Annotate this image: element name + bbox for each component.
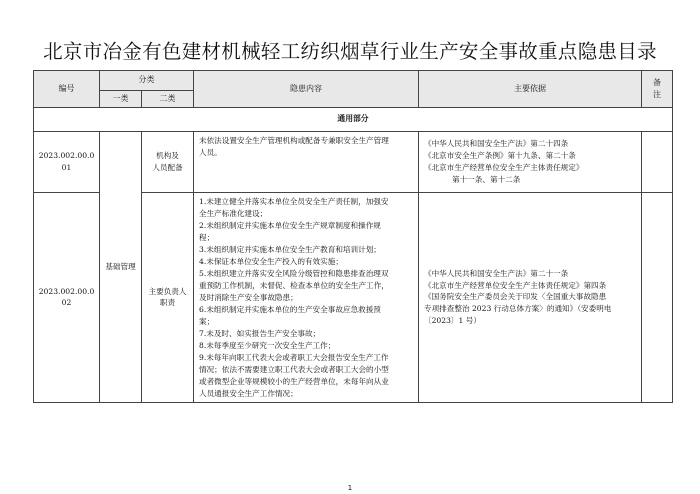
cat2-line: 职责 bbox=[159, 298, 176, 308]
hazard-content bbox=[194, 193, 419, 403]
hazard-line: 案； bbox=[199, 316, 215, 326]
header-hazard: 隐患内容 bbox=[194, 71, 419, 108]
note-cell bbox=[642, 132, 673, 193]
header-basis: 主要依据 bbox=[419, 71, 642, 108]
basis-content bbox=[419, 132, 642, 193]
header-note-line1: 备 bbox=[653, 77, 661, 87]
code-line: 02 bbox=[61, 298, 72, 308]
code-line: 01 bbox=[61, 163, 72, 172]
basis-line: 《中华人民共和国安全生产法》第二十四条 bbox=[424, 139, 569, 149]
hazard-line: 全生产标准化建设； bbox=[199, 208, 268, 218]
hazard-line: 7.未及时、如实报告生产安全事故； bbox=[199, 328, 321, 338]
hazard-line: 重预防工作机制，未督促、检查本单位的安全生产工作， bbox=[199, 280, 389, 290]
hazard-line: 未依法设置安全生产管理机构或配备专兼职安全生产管理 bbox=[199, 136, 389, 145]
header-code: 编号 bbox=[34, 71, 100, 108]
hazard-line: 人员。 bbox=[199, 147, 222, 157]
hazard-line: 8.未每季度至少研究一次安全生产工作； bbox=[199, 340, 336, 350]
table-row bbox=[34, 132, 673, 193]
hazard-table bbox=[33, 70, 673, 403]
header-level2: 二类 bbox=[142, 91, 194, 108]
hazard-line: 1.未建立健全并落实本单位全员安全生产责任制，加强安 bbox=[199, 197, 389, 206]
hazard-content bbox=[194, 132, 419, 193]
hazard-line: 5.未组织建立并落实安全风险分级管控和隐患排查治理双 bbox=[199, 268, 389, 278]
basis-line: 《北京市安全生产条例》第十九条、第二十条 bbox=[424, 151, 576, 161]
category-level1: 基础管理 bbox=[100, 132, 142, 403]
page-number: 1 bbox=[347, 484, 353, 492]
header-category: 分类 bbox=[100, 71, 194, 91]
basis-line: 《北京市生产经营单位安全生产主体责任规定》 bbox=[424, 163, 584, 172]
basis-line: 《中华人民共和国安全生产法》第二十一条 bbox=[424, 268, 569, 278]
basis-line: 〔2023〕1 号） bbox=[424, 316, 481, 326]
header-note-line2: 注 bbox=[653, 90, 661, 99]
header-note bbox=[642, 71, 673, 108]
section-row bbox=[34, 108, 673, 132]
hazard-line: 6.未组织制定并实施本单位的生产安全事故应急救援预 bbox=[199, 304, 381, 314]
hazard-line: 及时消除生产安全事故隐患； bbox=[199, 292, 298, 302]
basis-line: 第十一条、第十二条 bbox=[452, 174, 521, 184]
section-title: 通用部分 bbox=[34, 108, 673, 132]
hazard-line: 人员通报安全生产工作情况； bbox=[199, 388, 298, 398]
basis-line: 《北京市生产经营单位安全生产主体责任规定》第四条 bbox=[424, 280, 607, 290]
document-title: 北京市冶金有色建材机械轻工纺织烟草行业生产安全事故重点隐患目录 bbox=[43, 40, 657, 63]
code-line: 2023.002.00.0 bbox=[38, 286, 95, 296]
cat2-line: 人员配备 bbox=[152, 163, 183, 172]
row-code bbox=[34, 132, 100, 193]
hazard-line: 9.未每年向职工代表大会或者职工大会报告安全生产工作 bbox=[199, 352, 389, 362]
basis-line: 《国务院安全生产委员会关于印发〈全国重大事故隐患 bbox=[424, 292, 607, 302]
basis-line: 专项排查整治 2023 行动总体方案〉的通知》（安委明电 bbox=[424, 304, 612, 314]
note-cell bbox=[642, 193, 673, 403]
hazard-line: 情况；依法不需要建立职工代表大会或者职工大会的小型 bbox=[199, 364, 389, 374]
code-line: 2023.002.00.0 bbox=[38, 151, 95, 161]
hazard-line: 或者微型企业等规模较小的生产经营单位，未每年向从业 bbox=[199, 376, 389, 386]
basis-content bbox=[419, 193, 642, 403]
row-code bbox=[34, 193, 100, 403]
cat2-line: 机构及 bbox=[156, 151, 179, 161]
hazard-line: 3.未组织制定并实施本单位安全生产教育和培训计划； bbox=[199, 244, 381, 254]
hazard-line: 程； bbox=[199, 232, 215, 242]
cat2-line: 主要负责人 bbox=[148, 286, 187, 296]
category-level2 bbox=[142, 193, 194, 403]
header-level1: 一类 bbox=[100, 91, 142, 108]
hazard-line: 2.未组织制定并实施本单位安全生产规章制度和操作规 bbox=[199, 220, 381, 230]
hazard-line: 4.未保证本单位安全生产投入的有效实施； bbox=[199, 256, 343, 266]
category-level2 bbox=[142, 132, 194, 193]
